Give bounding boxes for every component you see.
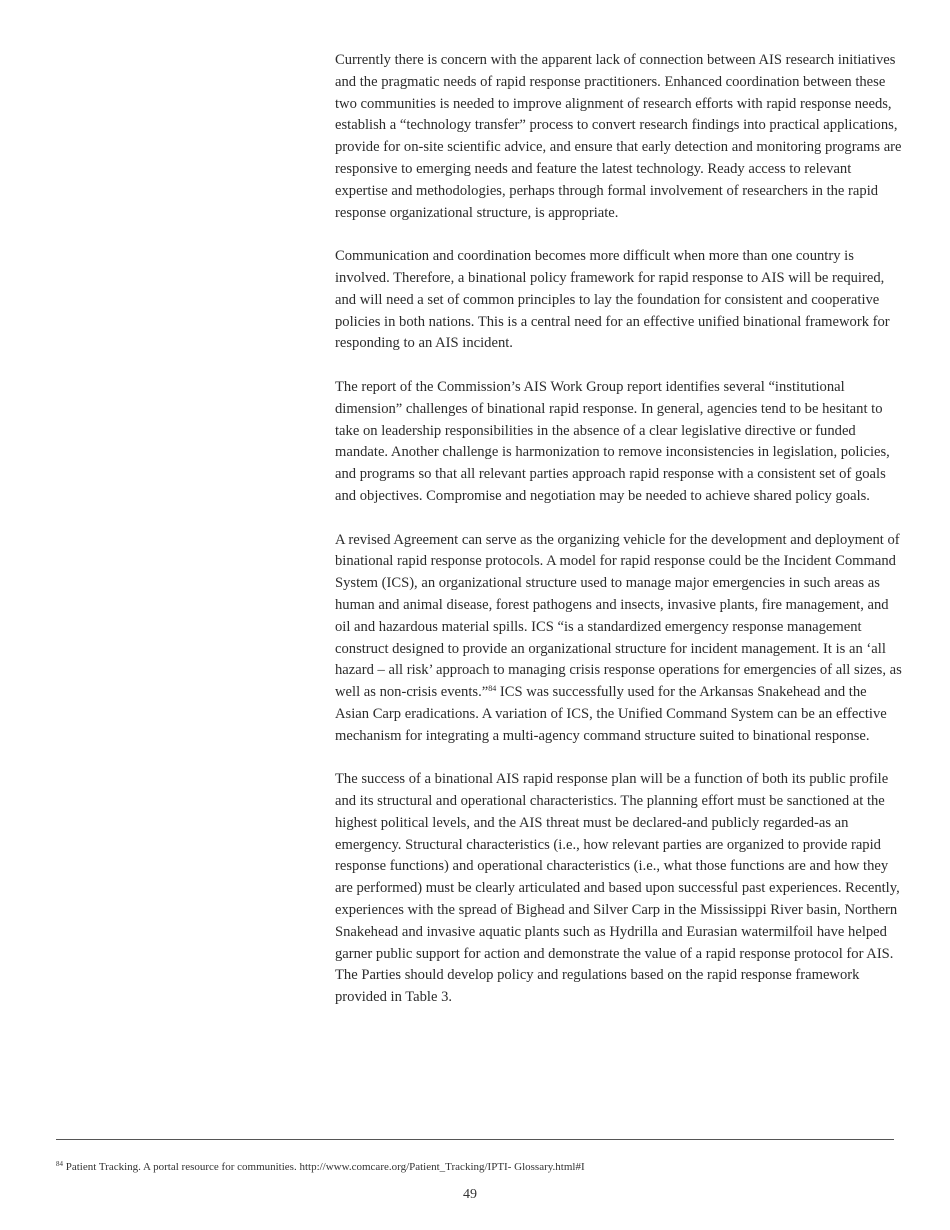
footnote-number: 84 [56,1160,63,1168]
paragraph-ics-text-before: A revised Agreement can serve as the organizing vehicle for the development and deployment of binational rapid response protocols. A model for rapid response could be the Incident Command System (ICS), an organizational structure used to manage major emergencies in such areas as human and animal disease, forest pathogens and insects, invasive plants, fire management, and oil and hazardous material spills. ICS “is a standardized emergency response management construct designed to provide an organizational structure for incident management. It is an ‘all hazard – all risk’ approach to managing crisis response operations for emergencies of all sizes, as well as non-crisis events.” [335,531,902,701]
page-number: 49 [463,1187,477,1202]
footnote-reference[interactable]: 84 [488,684,497,694]
paragraph-public-profile: The success of a binational AIS rapid response plan will be a function of both its public profile and its structural and operational characteristics. The planning effort must be sanctioned at the highest political levels, and the AIS threat must be declared-and publicly regarded-as an emergency. Structural characteristics (i.e., how relevant parties are organized to provide rapid response functions) and operational characteristics (i.e., what those functions are and how they are performed) must be clearly articulated and based upon successful past experiences. Recently, experiences with the spread of Bighead and Silver Carp in the Mississippi River basin, Northern Snakehead and invasive aquatic plants such as Hydrilla and Eurasian watermilfoil have helped garner public support for action and demonstrate the value of a rapid response protocol for AIS. The Parties should develop policy and regulations based on the rapid response framework provided in Table 3. [335,771,900,1006]
paragraph-ics-text-after: ICS was successfully used for the Arkansas Snakehead and the Asian Carp eradications. A variation of ICS, the Unified Command System can be an effective mechanism for integrating a multi-agency command structure suited to binational response. [335,684,887,744]
paragraph-institutional-challenges: The report of the Commission’s AIS Work Group report identifies several “institutional dimension” challenges of binational rapid response. In general, agencies tend to be hesitant to take on leadership responsibilities in the absence of a clear legislative directive or funded mandate. Another challenge is harmonization to remove inconsistencies in legislation, policies, and programs so that all relevant parties approach rapid response with a consistent set of goals and objectives. Compromise and negotiation may be needed to achieve shared policy goals. [335,378,890,504]
footnote-divider [56,1139,894,1140]
paragraph-binational-policy: Communication and coordination becomes more difficult when more than one country is involved. Therefore, a binational policy framework for rapid response to AIS will be required, and will need a set of common principles to lay the foundation for consistent and cooperative policies in both nations. This is a central need for an effective unified binational framework for responding to an AIS incident. [335,248,890,352]
footnote-text: Patient Tracking. A portal resource for communities. http://www.comcare.org/Patient_Tracking/IPTI- Glossary.html#I [63,1161,585,1173]
paragraph-research-coordination: Currently there is concern with the apparent lack of connection between AIS research initiatives and the pragmatic needs of rapid response practitioners. Enhanced coordination between these two communities is needed to improve alignment of research efforts with rapid response needs, establish a “technology transfer” process to convert research findings into practical applications, provide for on-site scientific advice, and ensure that early detection and monitoring programs are responsive to emerging needs and feature the latest technology. Ready access to relevant expertise and methodologies, perhaps through formal involvement of researchers in the rapid response organizational structure, is appropriate. [335,52,902,221]
footnote [56,1160,585,1174]
main-text-column [335,50,903,1031]
paragraph-incident-command-system [335,530,903,748]
